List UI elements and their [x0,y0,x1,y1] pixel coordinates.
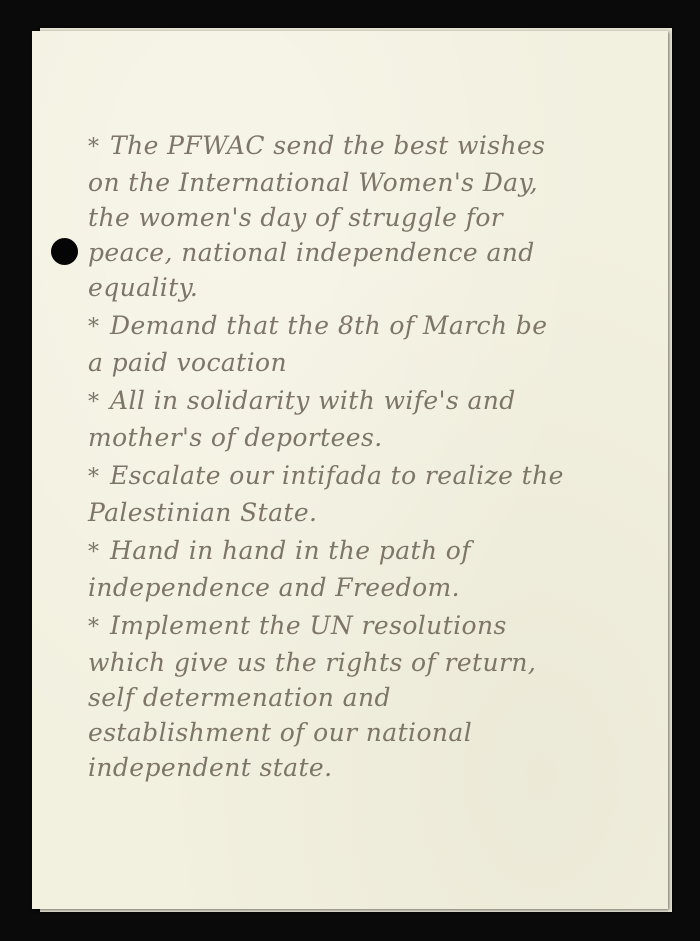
list-item [88,383,608,455]
text-line: independent state. [88,753,333,782]
item-text: All in solidarity with wife's and [110,386,516,415]
text-line: independence and Freedom. [88,573,460,602]
item-text: The PFWAC send the best wishes [110,131,546,160]
text-line [88,533,608,570]
text-line: establishment of our national [88,718,473,747]
list-item [88,458,608,530]
list-item [88,308,608,380]
text-line: peace, national independence and [88,238,535,267]
document-body [88,128,608,788]
bullet-asterisk: * [88,540,100,565]
bullet-asterisk: * [88,315,100,340]
text-line: equality. [88,273,199,302]
text-line [88,608,608,645]
text-line: a paid vocation [88,348,287,377]
text-line: self determenation and [88,683,391,712]
item-text: Hand in hand in the path of [110,536,471,565]
text-line [88,458,608,495]
text-line [88,308,608,345]
list-item [88,608,608,785]
text-line: on the International Women's Day, [88,168,539,197]
text-line: mother's of deportees. [88,423,383,452]
text-line: the women's day of struggle for [88,203,504,232]
bullet-asterisk: * [88,135,100,160]
list-item [88,128,608,305]
text-line [88,383,608,420]
text-line: Palestinian State. [88,498,318,527]
item-text: Demand that the 8th of March be [110,311,548,340]
bullet-asterisk: * [88,465,100,490]
item-text: Implement the UN resolutions [110,611,507,640]
item-text: Escalate our intifada to realize the [110,461,564,490]
bullet-asterisk: * [88,390,100,415]
punch-hole [51,238,78,265]
bullet-asterisk: * [88,615,100,640]
text-line: which give us the rights of return, [88,648,537,677]
list-item [88,533,608,605]
text-line [88,128,608,165]
